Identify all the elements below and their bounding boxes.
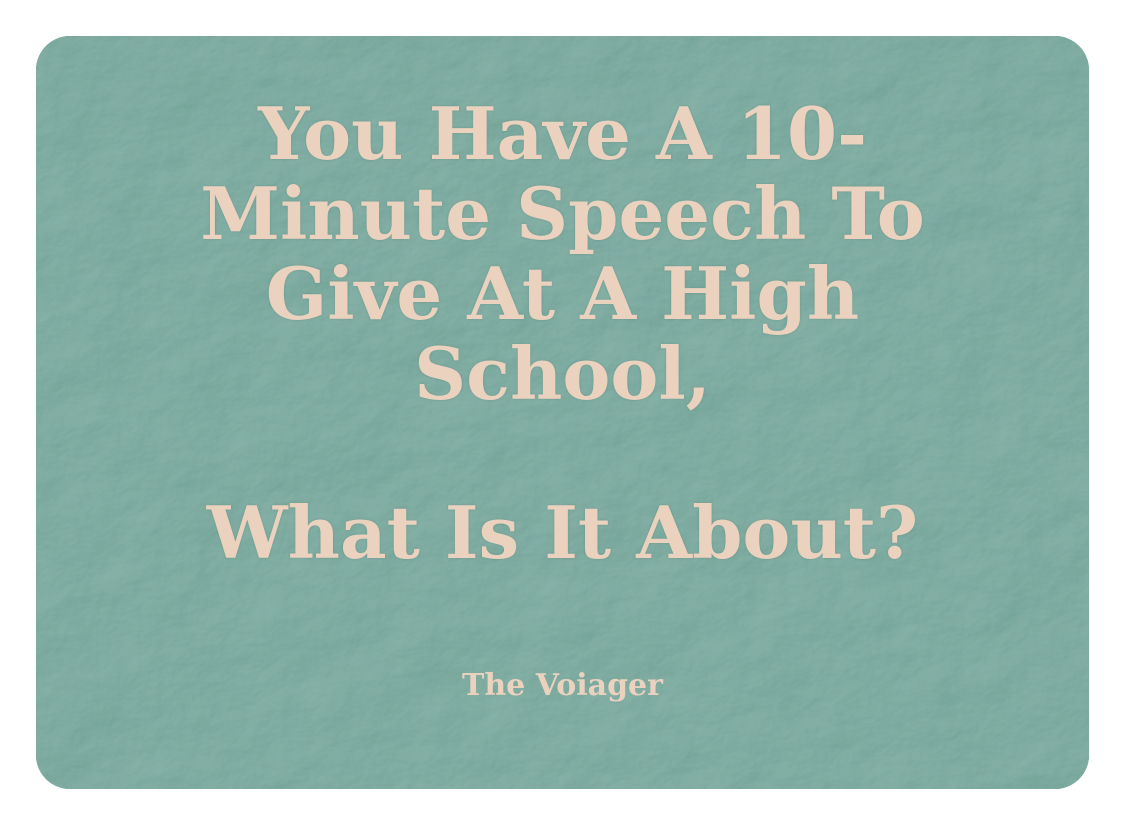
title-line: You Have A 10- xyxy=(258,91,867,176)
quote-card xyxy=(36,36,1089,789)
title-line: School, xyxy=(414,331,711,416)
author-credit: The Voiager xyxy=(462,668,663,703)
question-title xyxy=(36,91,1089,416)
card-content xyxy=(36,36,1089,789)
question-subtitle: What Is It About? xyxy=(206,490,919,575)
title-line: Minute Speech To xyxy=(200,171,925,256)
title-line: Give At A High xyxy=(265,251,860,336)
